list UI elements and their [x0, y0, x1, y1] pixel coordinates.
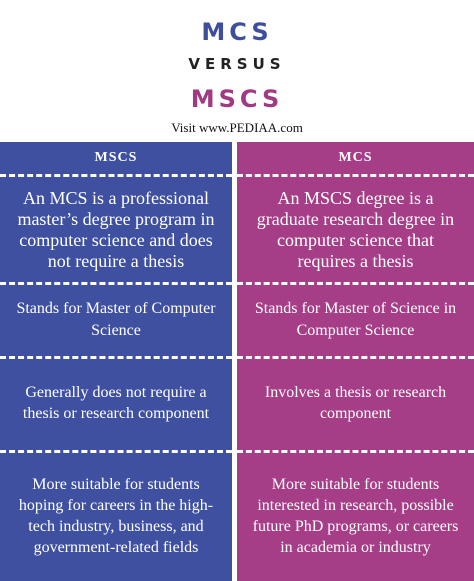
mcs-title: MCS	[201, 18, 273, 46]
divider	[0, 356, 232, 359]
left-row-thesis: Generally does not require a thesis or research component	[22, 384, 210, 422]
right-row-stands-for: Stands for Master of Science in Computer Science	[254, 300, 457, 339]
divider	[237, 174, 474, 177]
comparison-header	[0, 0, 474, 140]
divider	[237, 282, 474, 285]
divider	[0, 450, 232, 453]
right-row-definition: An MSCS degree is a graduate research degree in computer science that requires a thesis	[256, 188, 455, 271]
right-row-suitability: More suitable for students interested in research, possible future PhD programs, or careers in academia or industry	[252, 476, 459, 556]
left-row-stands-for: Stands for Master of Computer Science	[16, 300, 216, 339]
left-row-suitability: More suitable for students hoping for careers in the high-tech industry, business, and government-related fields	[18, 476, 214, 556]
left-row-definition: An MCS is a professional master’s degree program in computer science and does not require a thesis	[17, 188, 215, 271]
source-credit: Visit www.PEDIAA.com	[171, 120, 303, 135]
left-column-heading: MSCS	[94, 150, 138, 165]
left-column	[0, 142, 232, 581]
divider	[237, 450, 474, 453]
right-row-thesis: Involves a thesis or research component	[264, 384, 447, 422]
divider	[0, 174, 232, 177]
mscs-title: MSCS	[190, 85, 284, 113]
right-column	[237, 142, 474, 581]
divider	[0, 282, 232, 285]
right-column-heading: MCS	[338, 150, 373, 165]
versus-label: VERSUS	[188, 55, 286, 73]
divider	[237, 356, 474, 359]
